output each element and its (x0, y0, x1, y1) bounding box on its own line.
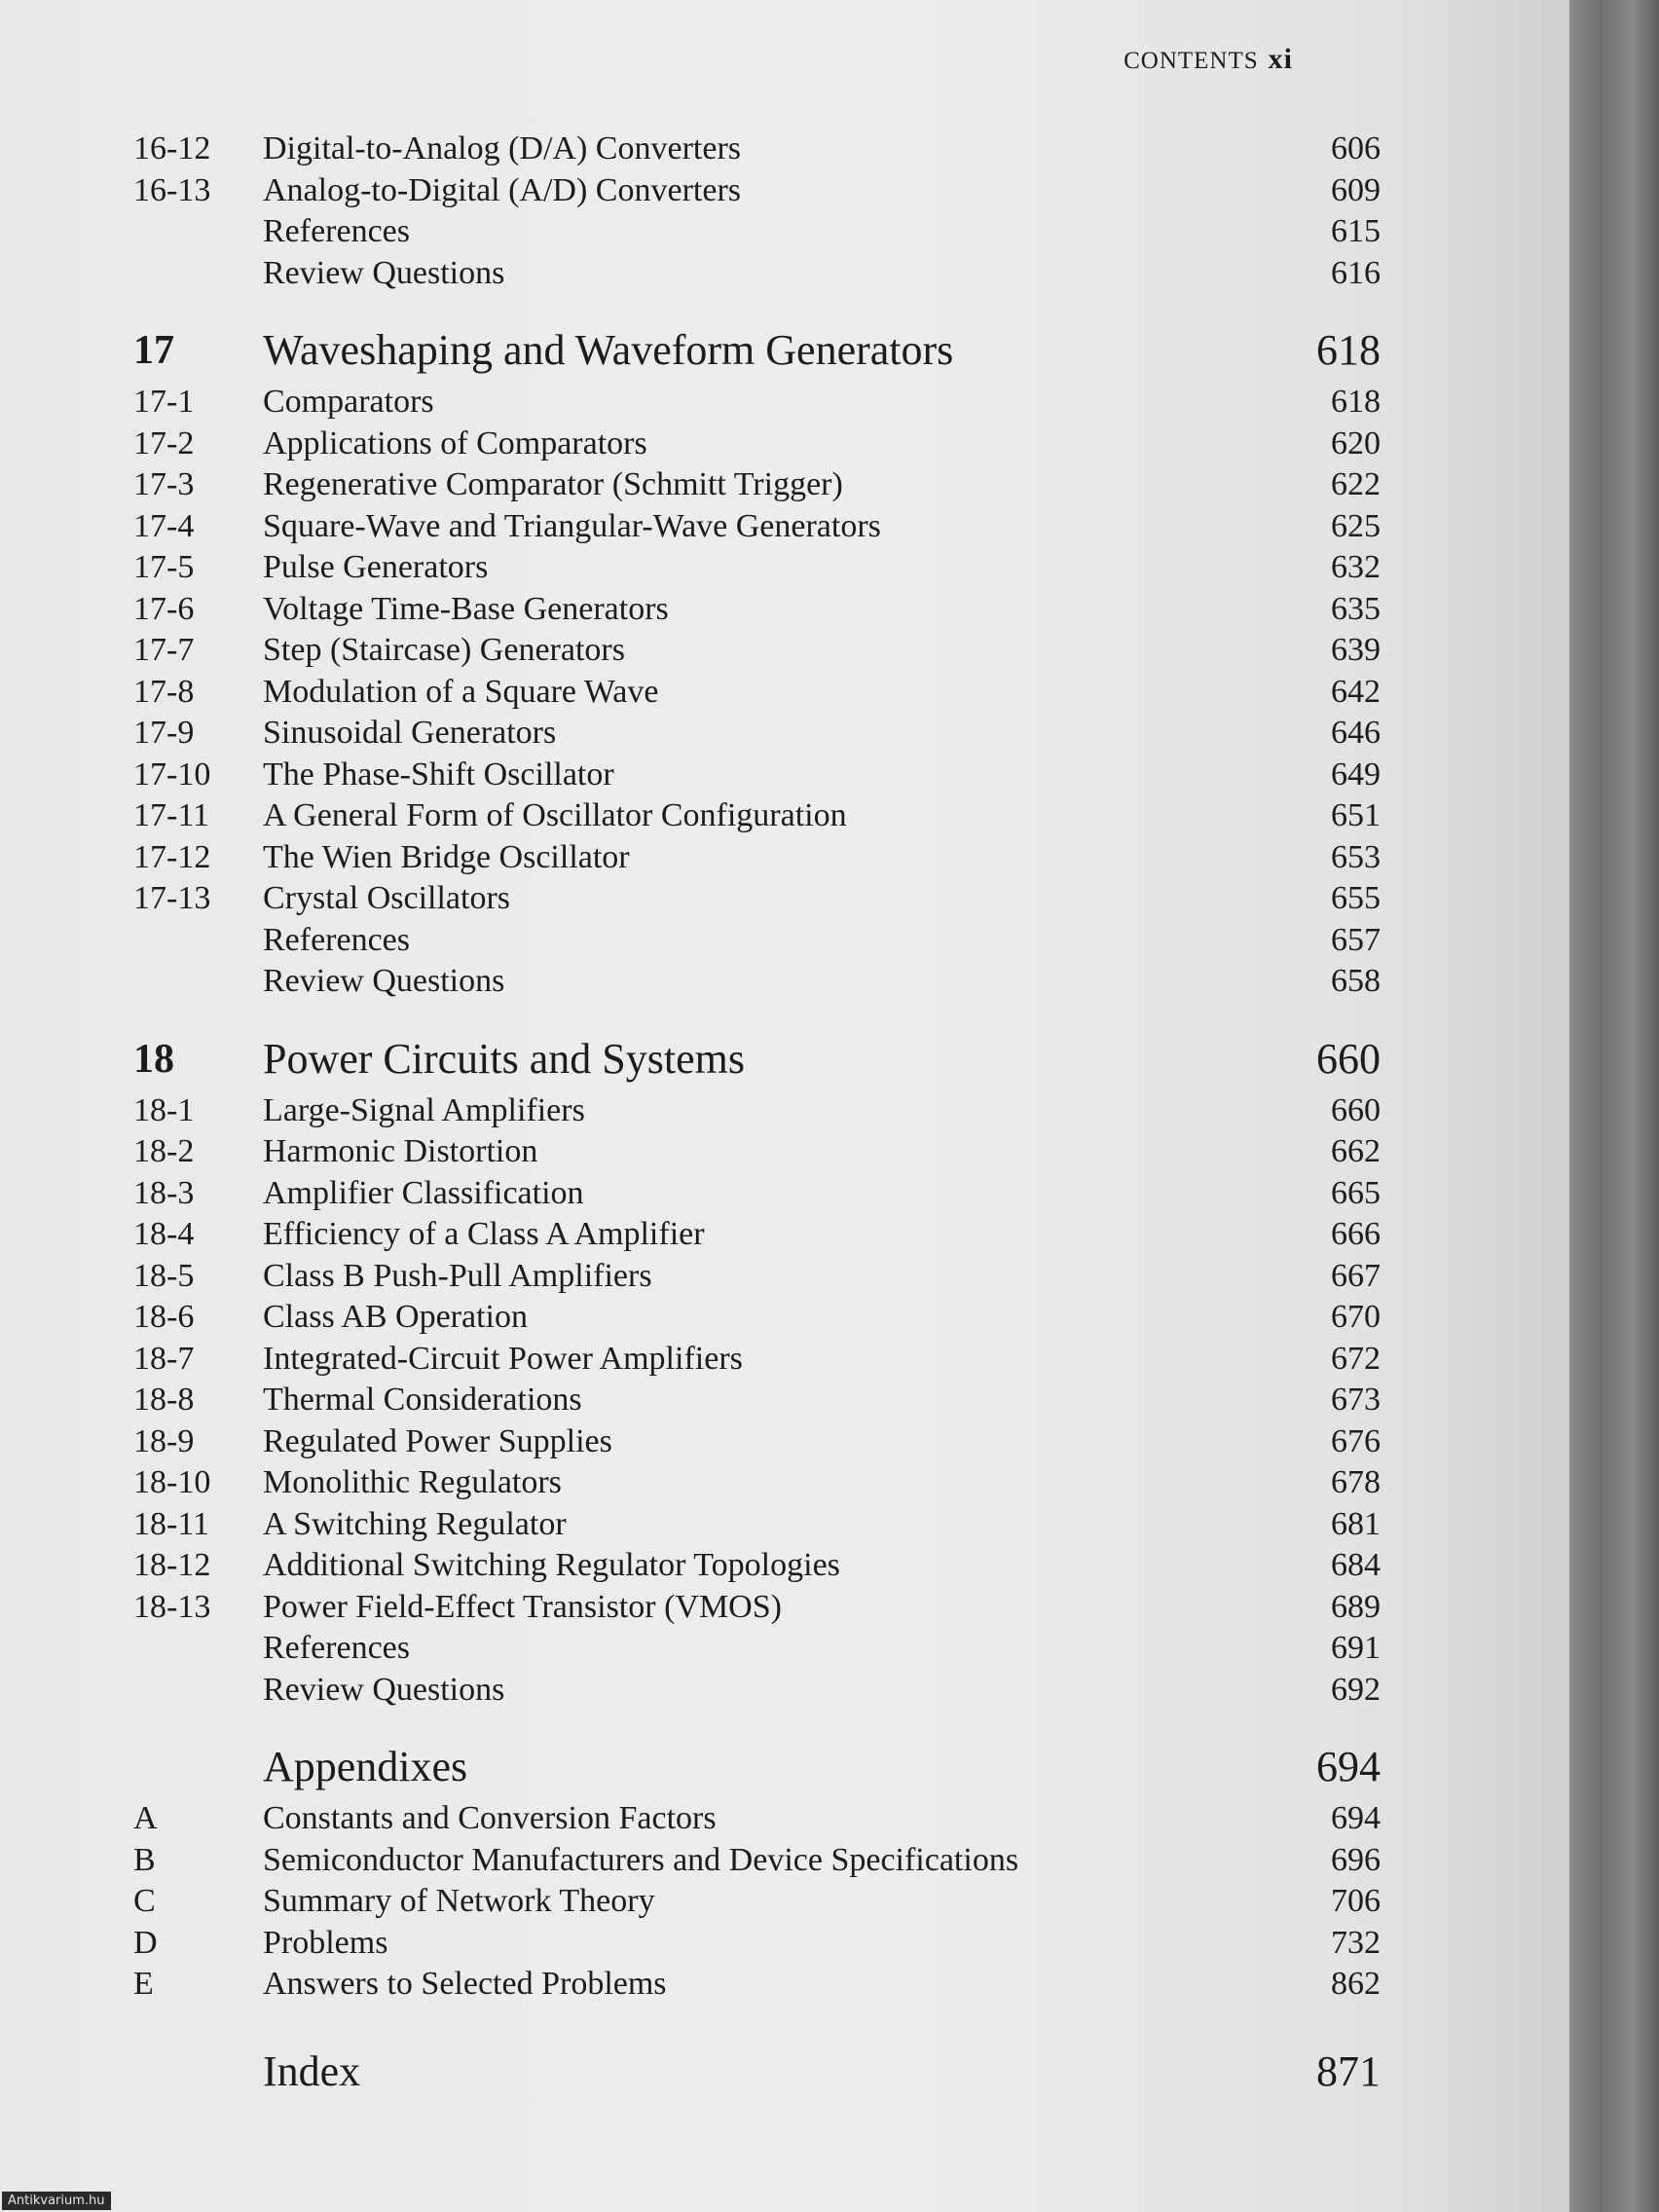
table-of-contents (0, 129, 1569, 2103)
toc-entry (0, 211, 1569, 253)
entry-title: Power Field-Effect Transistor (VMOS) (263, 1588, 782, 1625)
entry-title: Waveshaping and Waveform Generators (263, 326, 954, 374)
entry-title: Class B Push-Pull Amplifiers (263, 1257, 652, 1294)
toc-entry (0, 1256, 1569, 1298)
toc-entry (0, 672, 1569, 714)
toc-entry (0, 1670, 1569, 1712)
entry-number: 18-1 (133, 1091, 195, 1128)
entry-number: 17-13 (133, 880, 211, 916)
toc-entry (0, 1090, 1569, 1132)
entry-page: 655 (1331, 880, 1381, 916)
entry-page: 609 (1331, 171, 1381, 208)
entry-title: Index (263, 2046, 361, 2095)
entry-title: Harmonic Distortion (263, 1133, 538, 1169)
entry-page: 620 (1331, 424, 1381, 461)
toc-entry (0, 795, 1569, 837)
entry-page: 658 (1331, 963, 1381, 999)
entry-number: 17-9 (133, 715, 195, 751)
entry-number: 17-8 (133, 673, 195, 710)
entry-page: 694 (1316, 1743, 1381, 1790)
toc-entry (0, 1462, 1569, 1504)
entry-page: 678 (1331, 1464, 1381, 1500)
entry-number: 18-5 (133, 1257, 195, 1294)
entry-page: 615 (1331, 213, 1381, 249)
toc-entry (0, 1214, 1569, 1256)
watermark: Antikvarium.hu (2, 2192, 111, 2210)
entry-page: 666 (1331, 1216, 1381, 1252)
entry-title: Amplifier Classification (263, 1174, 584, 1211)
entry-page: 681 (1331, 1505, 1381, 1542)
entry-title: References (263, 921, 411, 958)
entry-title: Review Questions (263, 1671, 505, 1708)
toc-entry (0, 630, 1569, 672)
toc-entry (0, 129, 1569, 170)
entry-title: Constants and Conversion Factors (263, 1800, 717, 1836)
entry-number: C (133, 1883, 156, 1919)
toc-entry (0, 878, 1569, 920)
entry-page: 732 (1331, 1924, 1381, 1961)
entry-title: Analog-to-Digital (A/D) Converters (263, 171, 741, 208)
entry-title: References (263, 213, 411, 249)
entry-title: Sinusoidal Generators (263, 715, 557, 751)
entry-title: Efficiency of a Class A Amplifier (263, 1216, 705, 1252)
entry-title: Comparators (263, 384, 434, 420)
entry-page: 667 (1331, 1257, 1381, 1294)
entry-title: Square-Wave and Triangular-Wave Generators (263, 507, 881, 544)
entry-title: Semiconductor Manufacturers and Device Specifications (263, 1841, 1019, 1878)
entry-number: A (133, 1800, 158, 1836)
chapter-heading (0, 1028, 1569, 1090)
entry-number: 17-1 (133, 384, 195, 420)
entry-number: B (133, 1841, 156, 1878)
entry-title: Integrated-Circuit Power Amplifiers (263, 1340, 743, 1377)
entry-page: 660 (1316, 1034, 1381, 1083)
entry-title: Regulated Power Supplies (263, 1422, 612, 1459)
toc-entry (0, 1380, 1569, 1421)
entry-page: 665 (1331, 1174, 1381, 1211)
entry-title: Crystal Oscillators (263, 880, 511, 916)
entry-number: 18-6 (133, 1299, 195, 1335)
toc-entry (0, 920, 1569, 962)
entry-page: 684 (1331, 1547, 1381, 1583)
toc-entry (0, 170, 1569, 212)
toc-entry (0, 1545, 1569, 1587)
entry-page: 662 (1331, 1133, 1381, 1169)
entry-title: Additional Switching Regulator Topologies (263, 1547, 840, 1583)
entry-title: Voltage Time-Base Generators (263, 590, 669, 627)
entry-page: 689 (1331, 1588, 1381, 1625)
toc-entry (0, 424, 1569, 465)
entry-title: The Wien Bridge Oscillator (263, 838, 630, 875)
entry-number: E (133, 1966, 154, 2002)
entry-number: 16-12 (133, 130, 211, 166)
entry-number: 18-9 (133, 1422, 195, 1459)
toc-entry (0, 1173, 1569, 1215)
entry-title: Pulse Generators (263, 549, 489, 585)
entry-title: A Switching Regulator (263, 1505, 567, 1542)
entry-page: 672 (1331, 1340, 1381, 1377)
entry-page: 642 (1331, 673, 1381, 710)
entry-page: 625 (1331, 507, 1381, 544)
entry-title: The Phase-Shift Oscillator (263, 756, 614, 793)
entry-number: 17-4 (133, 507, 195, 544)
entry-number: 17-12 (133, 838, 211, 875)
entry-number: 17-2 (133, 424, 195, 461)
entry-page: 606 (1331, 130, 1381, 166)
chapter-heading (0, 319, 1569, 382)
toc-entry (0, 382, 1569, 424)
entry-page: 632 (1331, 549, 1381, 585)
entry-page: 670 (1331, 1299, 1381, 1335)
entry-page: 646 (1331, 715, 1381, 751)
entry-page: 676 (1331, 1422, 1381, 1459)
entry-page: 694 (1331, 1800, 1381, 1836)
toc-entry (0, 1131, 1569, 1173)
entry-page: 673 (1331, 1382, 1381, 1418)
entry-number: 18-3 (133, 1174, 195, 1211)
entry-page: 871 (1316, 2046, 1381, 2095)
entry-page: 862 (1331, 1966, 1381, 2002)
entry-number: 17-10 (133, 756, 211, 793)
entry-page: 649 (1331, 756, 1381, 793)
toc-entry (0, 1504, 1569, 1546)
toc-entry (0, 589, 1569, 631)
entry-number: 18-7 (133, 1340, 195, 1377)
entry-title: Step (Staircase) Generators (263, 632, 625, 668)
toc-entry (0, 1840, 1569, 1882)
toc-entry (0, 1964, 1569, 2006)
toc-entry (0, 547, 1569, 589)
entry-title: Review Questions (263, 254, 505, 291)
entry-number: 18-13 (133, 1588, 211, 1625)
chapter-heading (0, 1736, 1569, 1798)
toc-entry (0, 1587, 1569, 1629)
entry-number: 18 (133, 1036, 174, 1082)
entry-title: Modulation of a Square Wave (263, 673, 659, 710)
entry-number: 18-10 (133, 1464, 211, 1500)
toc-entry (0, 1628, 1569, 1670)
entry-title: Digital-to-Analog (D/A) Converters (263, 130, 741, 166)
entry-title: References (263, 1630, 411, 1666)
toc-entry (0, 755, 1569, 796)
entry-title: Problems (263, 1924, 388, 1961)
entry-title: Large-Signal Amplifiers (263, 1091, 585, 1128)
entry-number: 17-6 (133, 590, 195, 627)
entry-page: 691 (1331, 1630, 1381, 1666)
entry-page: 618 (1331, 384, 1381, 420)
running-head (1124, 43, 1293, 76)
entry-title: Class AB Operation (263, 1299, 528, 1335)
entry-number: 18-2 (133, 1133, 195, 1169)
entry-number: 18-11 (133, 1505, 210, 1542)
entry-page: 706 (1331, 1883, 1381, 1919)
entry-number: 18-12 (133, 1547, 211, 1583)
toc-entry (0, 506, 1569, 548)
toc-entry (0, 1798, 1569, 1840)
entry-title: Applications of Comparators (263, 424, 647, 461)
entry-number: D (133, 1924, 158, 1961)
entry-number: 17-11 (133, 797, 210, 833)
entry-page: 618 (1316, 326, 1381, 374)
entry-page: 616 (1331, 254, 1381, 291)
entry-title: Regenerative Comparator (Schmitt Trigger) (263, 466, 843, 502)
book-spine-shadow (1569, 0, 1659, 2212)
toc-entry (0, 1339, 1569, 1381)
entry-page: 651 (1331, 797, 1381, 833)
entry-number: 18-8 (133, 1382, 195, 1418)
entry-title: Power Circuits and Systems (263, 1034, 745, 1083)
entry-page: 692 (1331, 1671, 1381, 1708)
entry-title: Monolithic Regulators (263, 1464, 562, 1500)
entry-page: 657 (1331, 921, 1381, 958)
entry-title: Answers to Selected Problems (263, 1966, 667, 2002)
toc-entry (0, 1297, 1569, 1339)
entry-page: 635 (1331, 590, 1381, 627)
toc-entry (0, 464, 1569, 506)
entry-number: 18-4 (133, 1216, 195, 1252)
toc-entry (0, 713, 1569, 755)
running-head-label: CONTENTS (1124, 48, 1259, 74)
toc-entry (0, 253, 1569, 295)
entry-title: Review Questions (263, 963, 505, 999)
toc-entry (0, 2041, 1569, 2103)
toc-entry (0, 961, 1569, 1003)
entry-number: 17-5 (133, 549, 195, 585)
toc-entry (0, 1923, 1569, 1965)
toc-entry (0, 1881, 1569, 1923)
toc-entry (0, 1421, 1569, 1463)
entry-number: 17 (133, 328, 174, 373)
entry-number: 17-3 (133, 466, 195, 502)
entry-page: 696 (1331, 1841, 1381, 1878)
entry-title: A General Form of Oscillator Configuration (263, 797, 847, 833)
toc-entry (0, 837, 1569, 879)
page-folio: xi (1268, 43, 1293, 75)
entry-title: Appendixes (263, 1743, 468, 1790)
entry-page: 639 (1331, 632, 1381, 668)
entry-number: 17-7 (133, 632, 195, 668)
entry-title: Summary of Network Theory (263, 1883, 655, 1919)
entry-page: 660 (1331, 1091, 1381, 1128)
entry-title: Thermal Considerations (263, 1382, 582, 1418)
entry-page: 653 (1331, 838, 1381, 875)
entry-number: 16-13 (133, 171, 211, 208)
entry-page: 622 (1331, 466, 1381, 502)
